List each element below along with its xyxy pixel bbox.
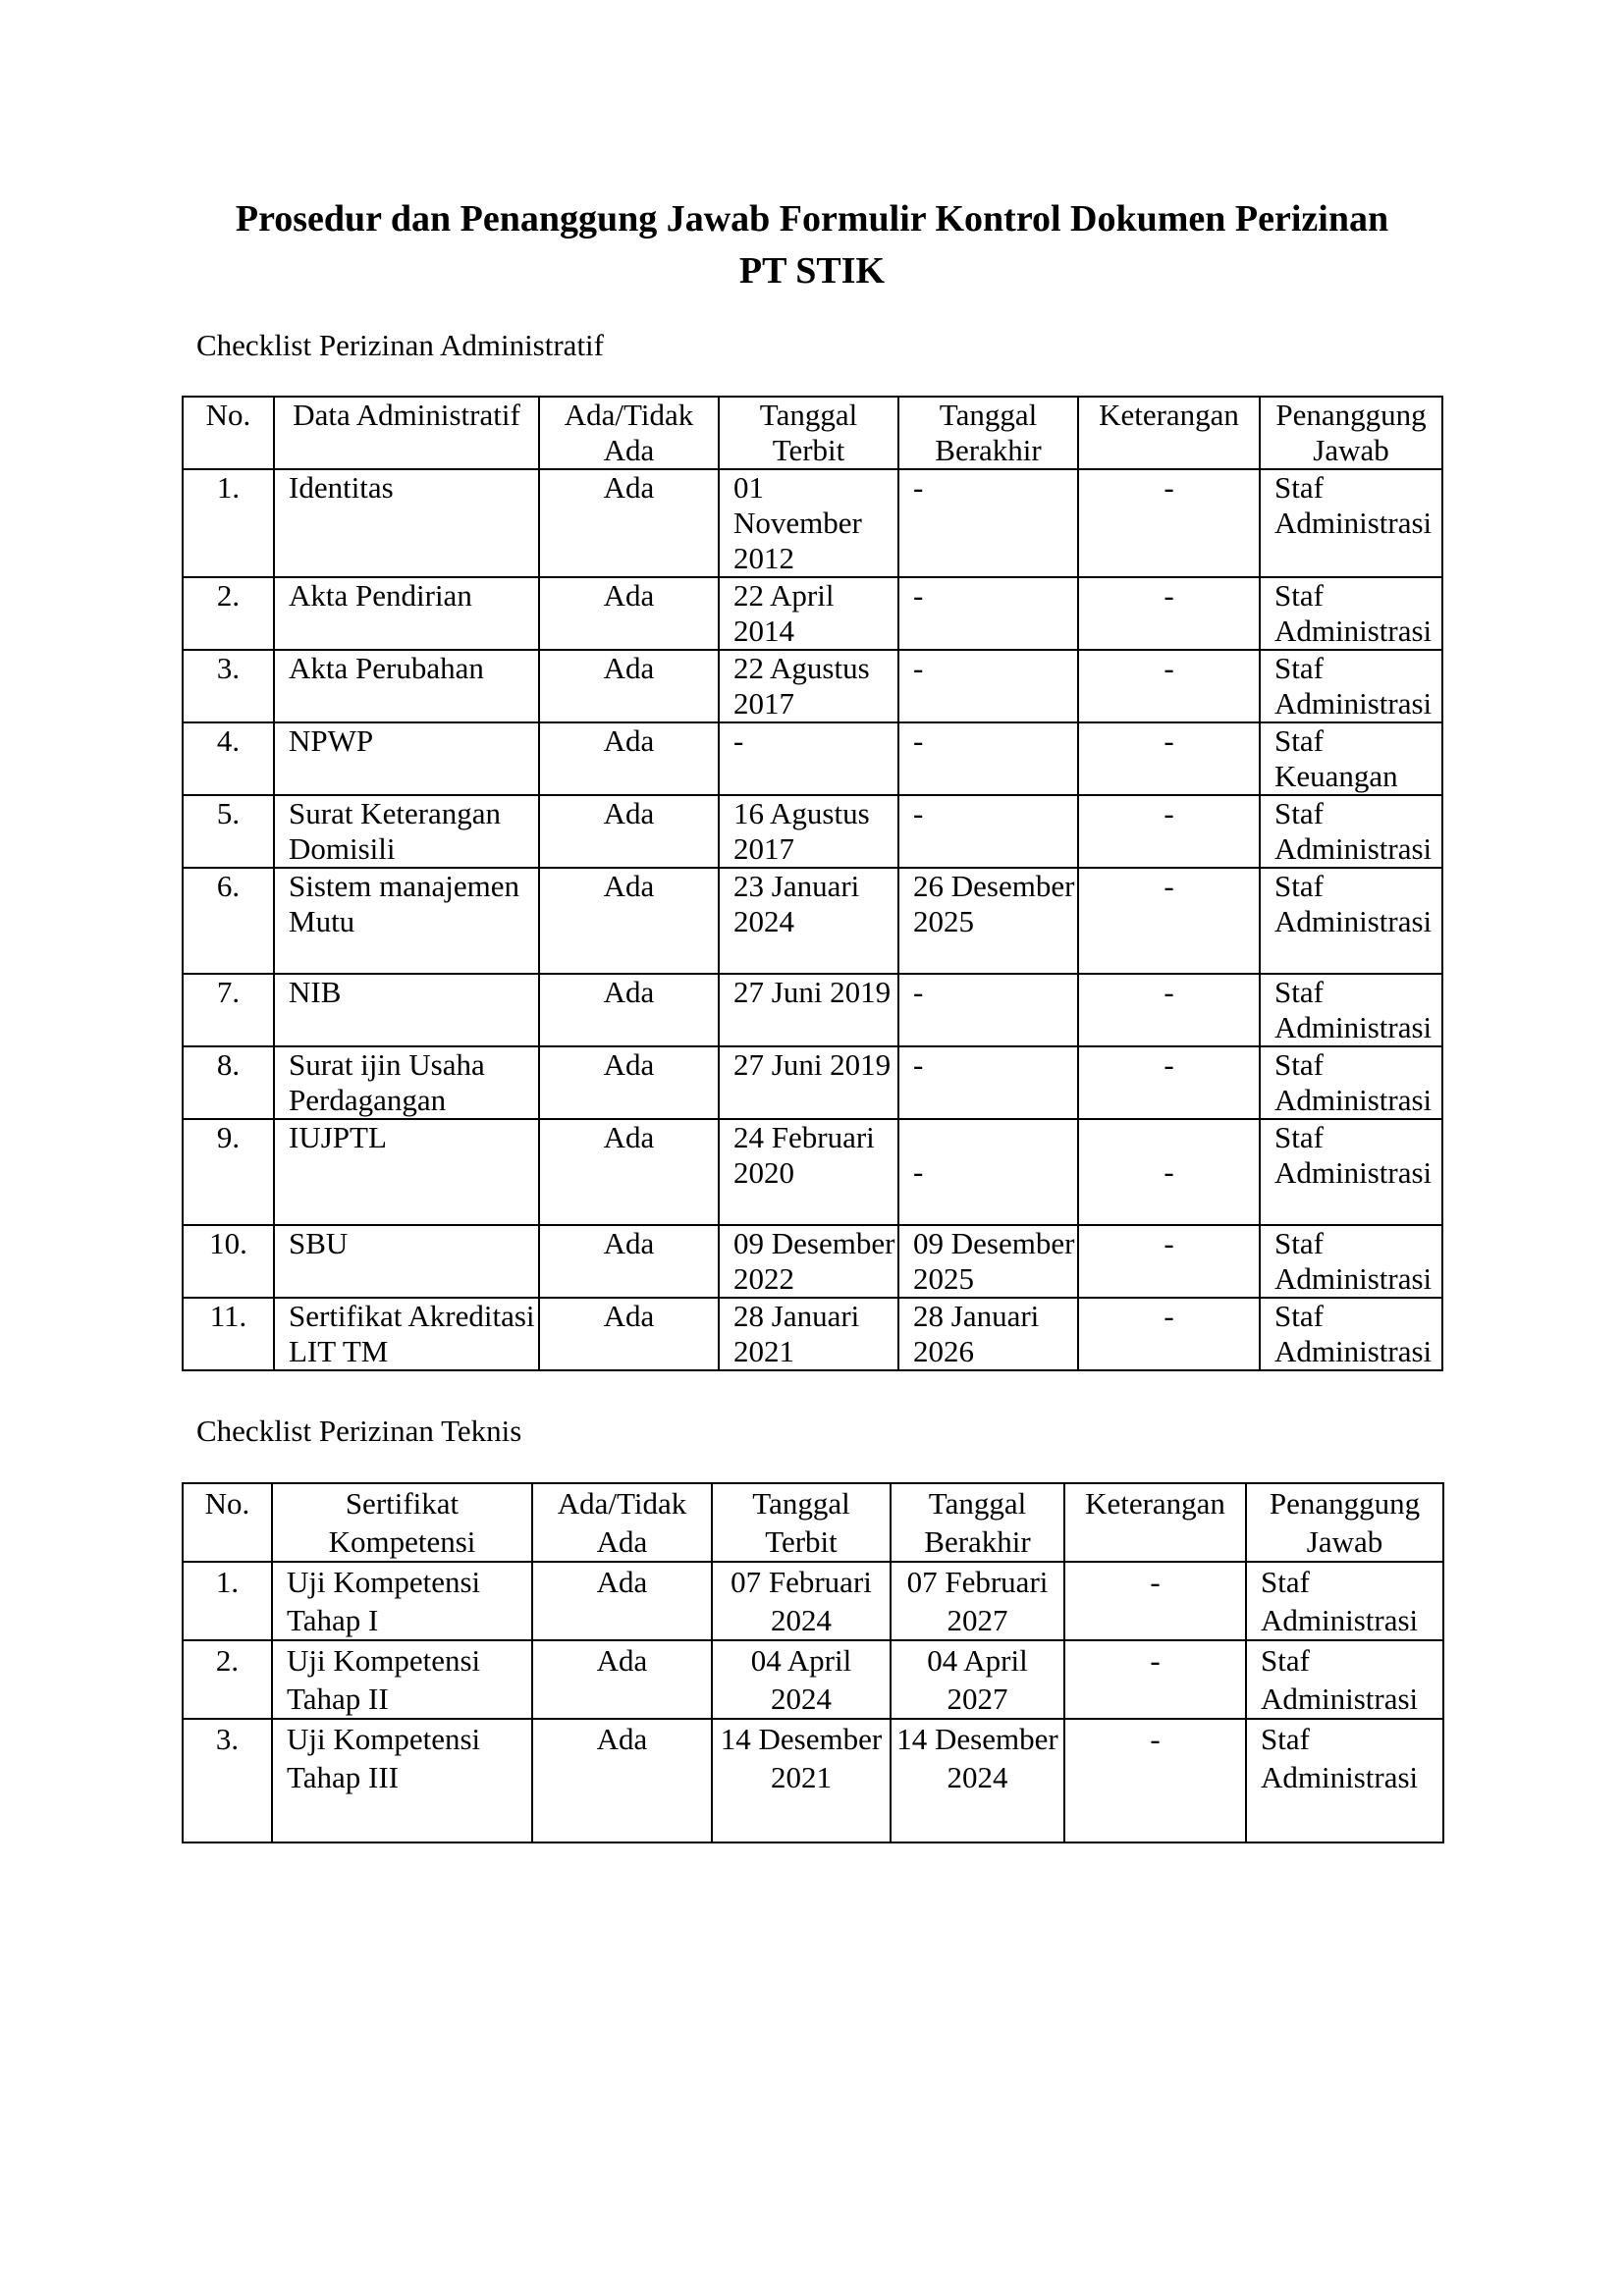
cell-tanggal-berakhir: 04 April 2027 [891,1640,1064,1719]
cell-keterangan: - [1064,1719,1246,1842]
cell-keterangan: - [1078,577,1260,650]
cell-no: 11. [183,1298,274,1370]
cell-tanggal-terbit: - [719,722,898,795]
cell-item: Uji Kompetensi Tahap II [272,1640,532,1719]
cell-no: 3. [183,650,274,722]
cell-item: IUJPTL [274,1119,539,1225]
cell-item: NIB [274,974,539,1046]
cell-tanggal-berakhir: - [898,795,1078,868]
cell-no: 6. [183,868,274,974]
cell-status: Ada [532,1562,712,1640]
cell-tanggal-berakhir: 14 Desember 2024 [891,1719,1064,1842]
cell-penanggung-jawab: Staf Administrasi [1246,1640,1443,1719]
cell-no: 1. [183,469,274,577]
cell-no: 10. [183,1225,274,1298]
cell-tanggal-berakhir: - [898,1119,1078,1225]
header-no: No. [183,1483,272,1562]
cell-status: Ada [539,577,719,650]
cell-penanggung-jawab: Staf Administrasi [1246,1562,1443,1640]
table-header-row [183,1483,1443,1562]
header-tanggal-berakhir: Tanggal Berakhir [898,397,1078,469]
cell-keterangan: - [1078,722,1260,795]
cell-penanggung-jawab: Staf Administrasi [1260,650,1442,722]
cell-penanggung-jawab: Staf Administrasi [1260,1046,1442,1119]
cell-penanggung-jawab: Staf Administrasi [1260,868,1442,974]
document-title: Prosedur dan Penanggung Jawab Formulir Kontrol Dokumen Perizinan [235,198,1389,240]
cell-penanggung-jawab: Staf Administrasi [1260,577,1442,650]
table-teknis [182,1482,1444,1843]
cell-tanggal-terbit: 27 Juni 2019 [719,974,898,1046]
cell-tanggal-terbit: 24 Februari 2020 [719,1119,898,1225]
header-no: No. [183,397,274,469]
table-row [183,795,1442,868]
cell-tanggal-terbit: 01 November 2012 [719,469,898,577]
cell-item: Identitas [274,469,539,577]
header-penanggung-jawab: Penanggung Jawab [1246,1483,1443,1562]
cell-tanggal-berakhir: 09 Desember 2025 [898,1225,1078,1298]
cell-keterangan: - [1078,1298,1260,1370]
header-tanggal-terbit: Tanggal Terbit [719,397,898,469]
table-row [183,1046,1442,1119]
cell-item: Uji Kompetensi Tahap I [272,1562,532,1640]
cell-item: NPWP [274,722,539,795]
cell-penanggung-jawab: Staf Administrasi [1260,1298,1442,1370]
cell-penanggung-jawab: Staf Administrasi [1260,1225,1442,1298]
cell-penanggung-jawab: Staf Administrasi [1260,795,1442,868]
company-name: PT STIK [738,250,886,292]
cell-status: Ada [532,1640,712,1719]
cell-tanggal-berakhir: 28 Januari 2026 [898,1298,1078,1370]
cell-tanggal-berakhir: - [898,974,1078,1046]
cell-tanggal-berakhir: - [898,469,1078,577]
table-row [183,1640,1443,1719]
cell-status: Ada [539,795,719,868]
cell-tanggal-terbit: 28 Januari 2021 [719,1298,898,1370]
cell-status: Ada [539,1119,719,1225]
cell-status: Ada [539,974,719,1046]
table-row [183,868,1442,974]
cell-keterangan: - [1078,1225,1260,1298]
cell-tanggal-terbit: 16 Agustus 2017 [719,795,898,868]
header-keterangan: Keterangan [1078,397,1260,469]
header-tanggal-berakhir: Tanggal Berakhir [891,1483,1064,1562]
cell-tanggal-terbit: 14 Desember 2021 [712,1719,891,1842]
cell-no: 3. [183,1719,272,1842]
cell-keterangan: - [1078,469,1260,577]
header-tanggal-terbit: Tanggal Terbit [712,1483,891,1562]
cell-no: 4. [183,722,274,795]
cell-no: 2. [183,1640,272,1719]
cell-tanggal-berakhir: 07 Februari 2027 [891,1562,1064,1640]
table-row [183,1225,1442,1298]
cell-status: Ada [539,650,719,722]
cell-no: 7. [183,974,274,1046]
cell-no: 5. [183,795,274,868]
cell-tanggal-terbit: 27 Juni 2019 [719,1046,898,1119]
cell-tanggal-terbit: 07 Februari 2024 [712,1562,891,1640]
table-row [183,577,1442,650]
cell-status: Ada [539,868,719,974]
cell-item: Akta Pendirian [274,577,539,650]
header-keterangan: Keterangan [1064,1483,1246,1562]
table-row [183,1119,1442,1225]
header-status: Ada/Tidak Ada [539,397,719,469]
cell-penanggung-jawab: Staf Administrasi [1260,974,1442,1046]
table-header-row [183,397,1442,469]
cell-item: Akta Perubahan [274,650,539,722]
cell-tanggal-berakhir: - [898,577,1078,650]
cell-no: 9. [183,1119,274,1225]
cell-no: 2. [183,577,274,650]
cell-penanggung-jawab: Staf Administrasi [1260,469,1442,577]
section-label-administratif: Checklist Perizinan Administratif [196,328,604,362]
table-row [183,469,1442,577]
header-penanggung-jawab: Penanggung Jawab [1260,397,1442,469]
cell-keterangan: - [1064,1640,1246,1719]
cell-item: Sistem manajemen Mutu [274,868,539,974]
cell-item: Sertifikat Akreditasi LIT TM [274,1298,539,1370]
cell-item: SBU [274,1225,539,1298]
cell-tanggal-berakhir: 26 Desember 2025 [898,868,1078,974]
table-administratif [182,396,1443,1371]
cell-status: Ada [539,469,719,577]
cell-status: Ada [539,1225,719,1298]
cell-tanggal-terbit: 23 Januari 2024 [719,868,898,974]
cell-keterangan: - [1078,650,1260,722]
cell-keterangan: - [1064,1562,1246,1640]
cell-penanggung-jawab: Staf Keuangan [1260,722,1442,795]
header-status: Ada/Tidak Ada [532,1483,712,1562]
cell-tanggal-berakhir: - [898,650,1078,722]
header-item: Sertifikat Kompetensi [272,1483,532,1562]
cell-no: 1. [183,1562,272,1640]
table-row [183,1562,1443,1640]
cell-item: Surat Keterangan Domisili [274,795,539,868]
header-item: Data Administratif [274,397,539,469]
cell-penanggung-jawab: Staf Administrasi [1246,1719,1443,1842]
cell-keterangan: - [1078,1046,1260,1119]
cell-status: Ada [539,1046,719,1119]
cell-keterangan: - [1078,795,1260,868]
cell-tanggal-berakhir: - [898,1046,1078,1119]
cell-keterangan: - [1078,1119,1260,1225]
cell-keterangan: - [1078,974,1260,1046]
cell-item: Surat ijin Usaha Perdagangan [274,1046,539,1119]
table-row [183,974,1442,1046]
cell-tanggal-terbit: 22 Agustus 2017 [719,650,898,722]
cell-tanggal-berakhir: - [898,722,1078,795]
cell-tanggal-terbit: 22 April 2014 [719,577,898,650]
table-row [183,650,1442,722]
cell-no: 8. [183,1046,274,1119]
cell-item: Uji Kompetensi Tahap III [272,1719,532,1842]
cell-status: Ada [539,722,719,795]
table-row [183,1719,1443,1842]
cell-status: Ada [532,1719,712,1842]
cell-penanggung-jawab: Staf Administrasi [1260,1119,1442,1225]
cell-tanggal-terbit: 04 April 2024 [712,1640,891,1719]
cell-status: Ada [539,1298,719,1370]
cell-keterangan: - [1078,868,1260,974]
table-row [183,1298,1442,1370]
section-label-teknis: Checklist Perizinan Teknis [196,1414,522,1448]
table-row [183,722,1442,795]
cell-tanggal-terbit: 09 Desember 2022 [719,1225,898,1298]
